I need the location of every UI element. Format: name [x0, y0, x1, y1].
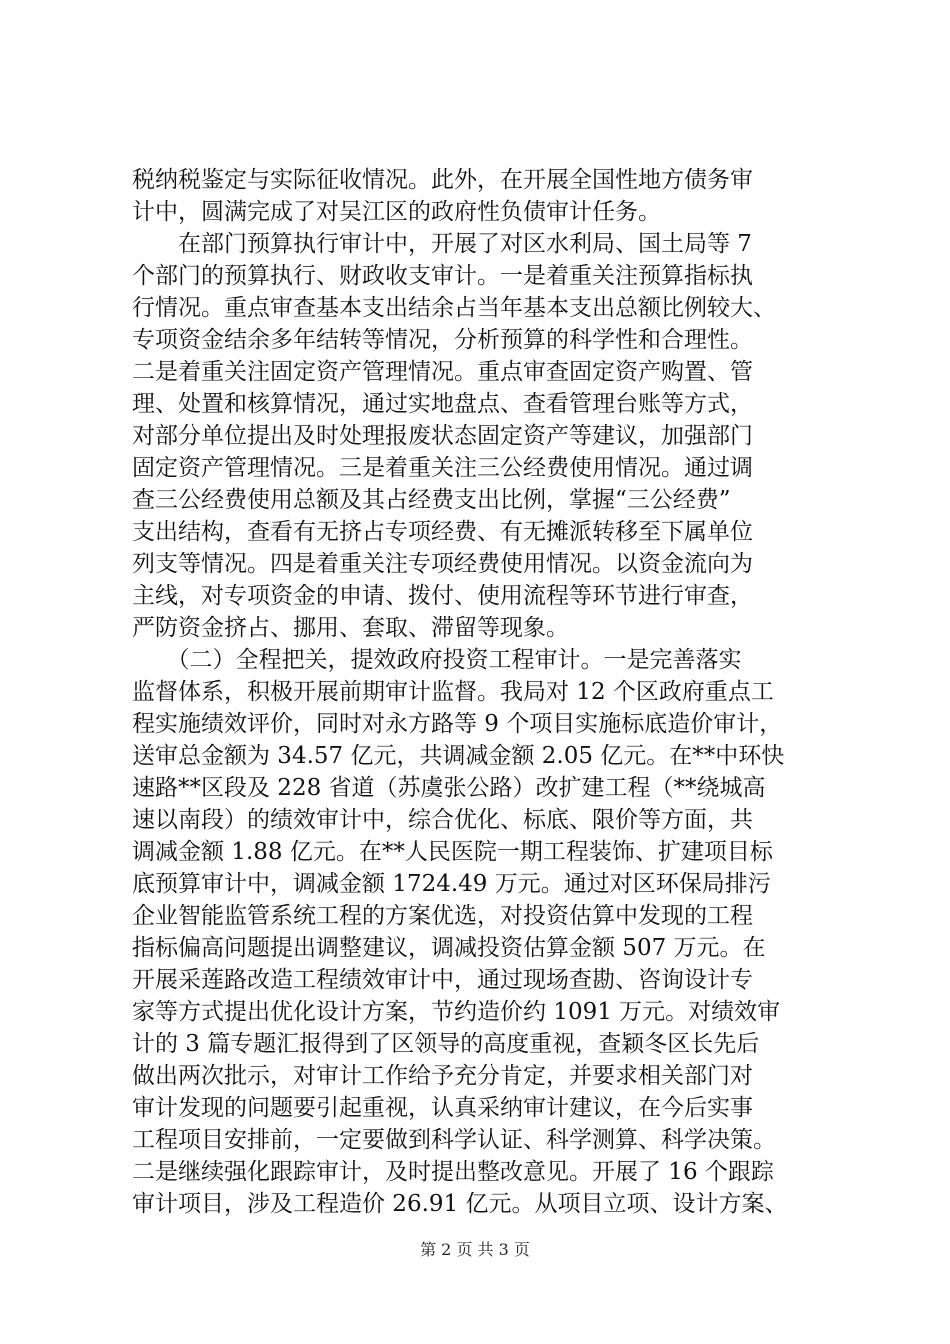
text-line: （二）全程把关，提效政府投资工程审计。一是完善落实	[132, 647, 742, 673]
text-line: 二是着重关注固定资产管理情况。重点审查固定资产购置、管	[132, 359, 753, 385]
text-line: 行情况。重点审查基本支出结余占当年基本支出总额比例较大、	[132, 295, 776, 321]
text-line: 个部门的预算执行、财政收支审计。一是着重关注预算指标执	[132, 263, 753, 289]
text-line: 理、处置和核算情况，通过实地盘点、查看管理台账等方式，	[132, 391, 753, 417]
text-line: 企业智能监管系统工程的方案优选，对投资估算中发现的工程	[132, 903, 753, 929]
text-line: 支出结构，查看有无挤占专项经费、有无摊派转移至下属单位	[132, 519, 753, 545]
text-line: 主线，对专项资金的申请、拨付、使用流程等环节进行审查，	[132, 583, 753, 609]
text-line: 速以南段）的绩效审计中，综合优化、标底、限价等方面，共	[132, 807, 753, 833]
text-line: 计的 3 篇专题汇报得到了区领导的高度重视，查颖冬区长先后	[132, 1031, 760, 1057]
text-line: 严防资金挤占、挪用、套取、滞留等现象。	[132, 615, 569, 641]
text-line: 对部分单位提出及时处理报废状态固定资产等建议，加强部门	[132, 423, 753, 449]
text-line: 在部门预算执行审计中，开展了对区水利局、国土局等 7	[132, 231, 752, 257]
text-line: 监督体系，积极开展前期审计监督。我局对 12 个区政府重点工	[132, 679, 774, 705]
text-line: 指标偏高问题提出调整建议，调减投资估算金额 507 万元。在	[132, 935, 766, 961]
text-line: 计中，圆满完成了对吴江区的政府性负债审计任务。	[132, 199, 661, 225]
page-number-footer: 第 2 页 共 3 页	[420, 1240, 530, 1259]
text-line: 底预算审计中，调减金额 1724.49 万元。通过对区环保局排污	[132, 871, 771, 897]
text-line: 家等方式提出优化设计方案，节约造价约 1091 万元。对绩效审	[132, 999, 781, 1025]
text-line: 送审总金额为 34.57 亿元，共调减金额 2.05 亿元。在**中环快	[132, 743, 785, 769]
text-line: 审计发现的问题要引起重视，认真采纳审计建议，在今后实事	[132, 1095, 753, 1121]
text-line: 专项资金结余多年结转等情况，分析预算的科学性和合理性。	[132, 327, 753, 353]
text-line: 工程项目安排前，一定要做到科学认证、科学测算、科学决策。	[132, 1127, 776, 1153]
text-line: 调减金额 1.88 亿元。在**人民医院一期工程装饰、扩建项目标	[132, 839, 773, 865]
text-line: 二是继续强化跟踪审计，及时提出整改意见。开展了 16 个跟踪	[132, 1159, 774, 1185]
text-line: 程实施绩效评价，同时对永方路等 9 个项目实施标底造价审计，	[132, 711, 783, 737]
text-line: 固定资产管理情况。三是着重关注三公经费使用情况。通过调	[132, 455, 753, 481]
text-line: 税纳税鉴定与实际征收情况。此外，在开展全国性地方债务审	[132, 167, 753, 193]
text-line: 审计项目，涉及工程造价 26.91 亿元。从项目立项、设计方案、	[132, 1191, 788, 1217]
text-line: 列支等情况。四是着重关注专项经费使用情况。以资金流向为	[132, 551, 753, 577]
text-line: 做出两次批示，对审计工作给予充分肯定，并要求相关部门对	[132, 1063, 753, 1089]
text-line: 速路**区段及 228 省道（苏虞张公路）改扩建工程（**绕城高	[132, 775, 766, 801]
text-line: 开展采莲路改造工程绩效审计中，通过现场查勘、咨询设计专	[132, 967, 753, 993]
text-line: 查三公经费使用总额及其占经费支出比例，掌握“三公经费”	[132, 487, 731, 513]
